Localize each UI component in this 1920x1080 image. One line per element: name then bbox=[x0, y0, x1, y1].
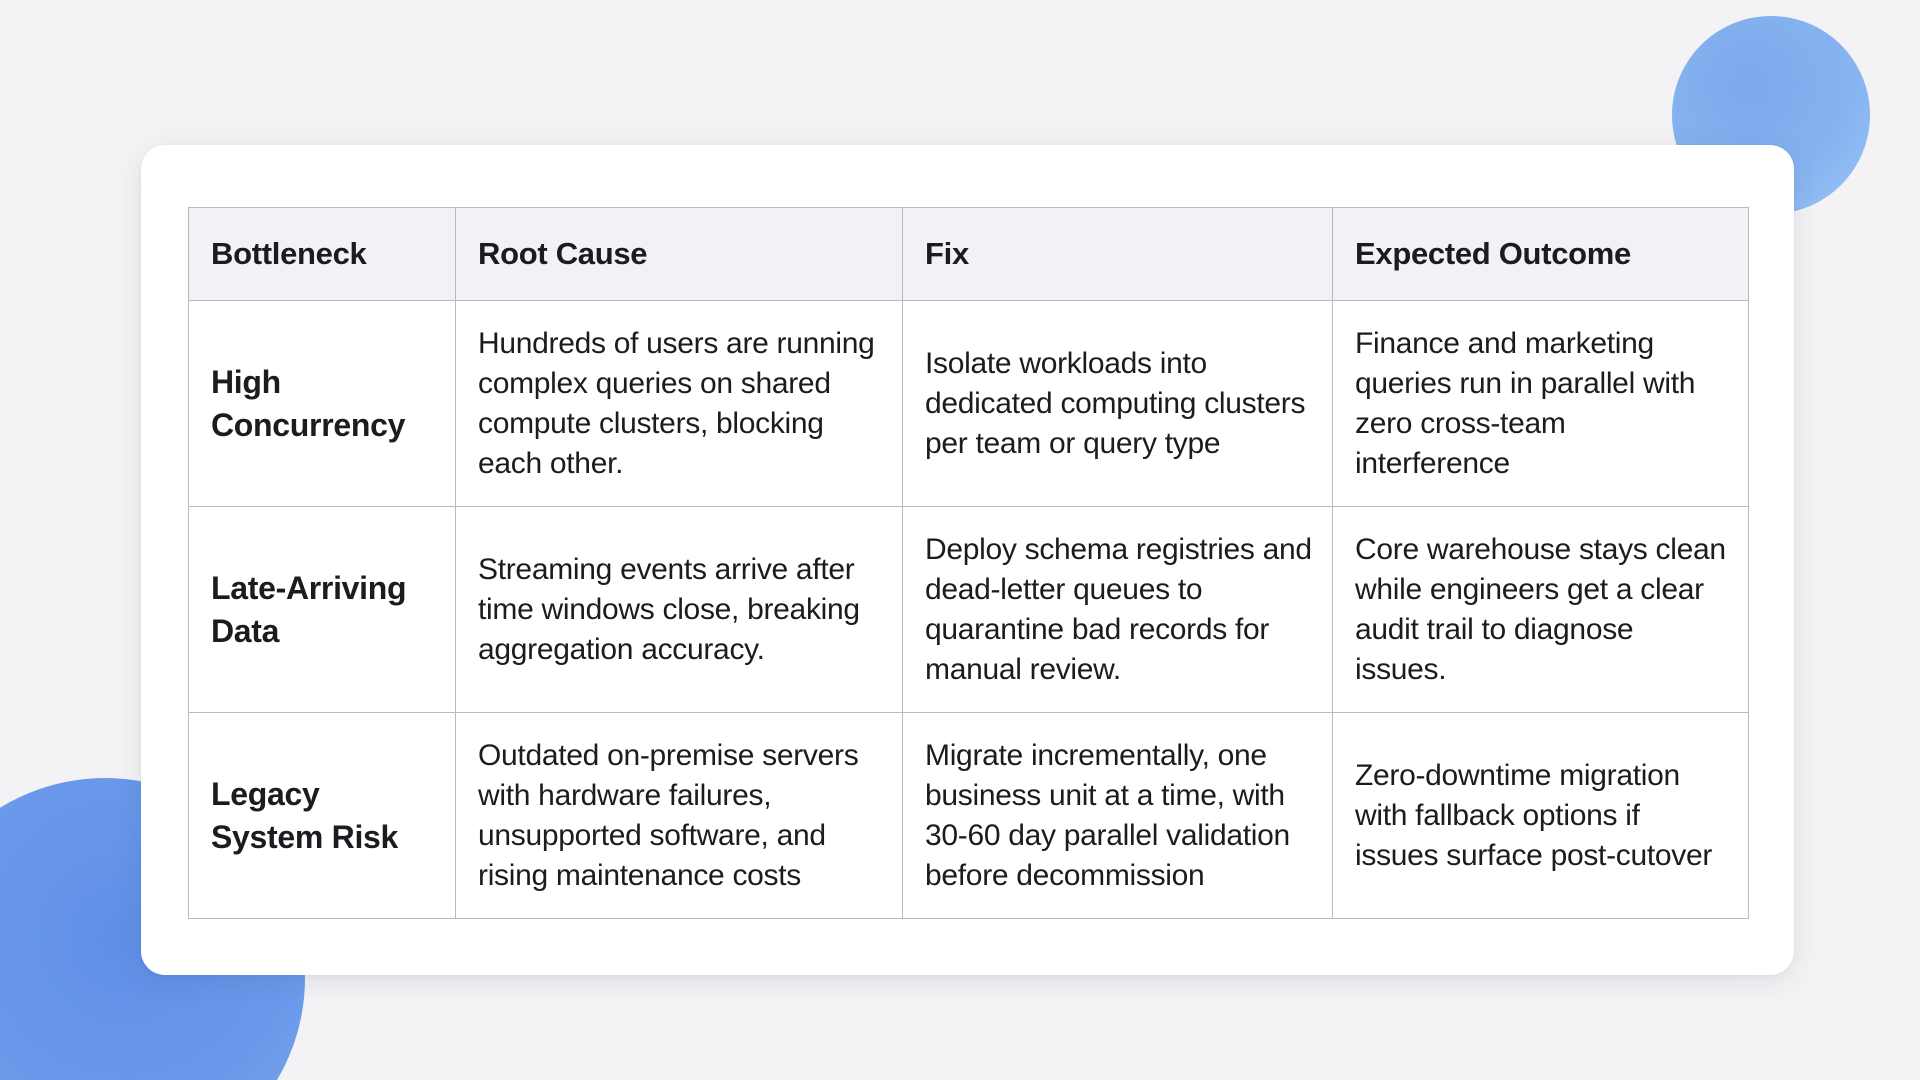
table-row bbox=[189, 713, 1749, 919]
header-bottleneck: Bottleneck bbox=[189, 208, 456, 301]
outcome-cell: Zero-downtime migration with fallback options if issues surface post-cutover bbox=[1333, 713, 1749, 919]
root-cause-cell: Streaming events arrive after time windows close, breaking aggregation accuracy. bbox=[456, 507, 903, 713]
header-root-cause: Root Cause bbox=[456, 208, 903, 301]
outcome-cell: Finance and marketing queries run in parallel with zero cross-team interference bbox=[1333, 301, 1749, 507]
header-fix: Fix bbox=[903, 208, 1333, 301]
fix-cell: Migrate incrementally, one business unit at a time, with 30-60 day parallel validation before decommission bbox=[903, 713, 1333, 919]
fix-cell: Deploy schema registries and dead-letter queues to quarantine bad records for manual review. bbox=[903, 507, 1333, 713]
table-row bbox=[189, 507, 1749, 713]
root-cause-cell: Outdated on-premise servers with hardware failures, unsupported software, and rising maintenance costs bbox=[456, 713, 903, 919]
bottleneck-cell: Late-Arriving Data bbox=[189, 507, 456, 713]
table-header-row bbox=[189, 208, 1749, 301]
bottleneck-cell: High Concurrency bbox=[189, 301, 456, 507]
bottleneck-cell: Legacy System Risk bbox=[189, 713, 456, 919]
table-card bbox=[141, 145, 1794, 975]
fix-cell: Isolate workloads into dedicated computing clusters per team or query type bbox=[903, 301, 1333, 507]
bottleneck-table bbox=[188, 207, 1749, 919]
outcome-cell: Core warehouse stays clean while engineers get a clear audit trail to diagnose issues. bbox=[1333, 507, 1749, 713]
table-row bbox=[189, 301, 1749, 507]
root-cause-cell: Hundreds of users are running complex queries on shared compute clusters, blocking each other. bbox=[456, 301, 903, 507]
header-expected-outcome: Expected Outcome bbox=[1333, 208, 1749, 301]
